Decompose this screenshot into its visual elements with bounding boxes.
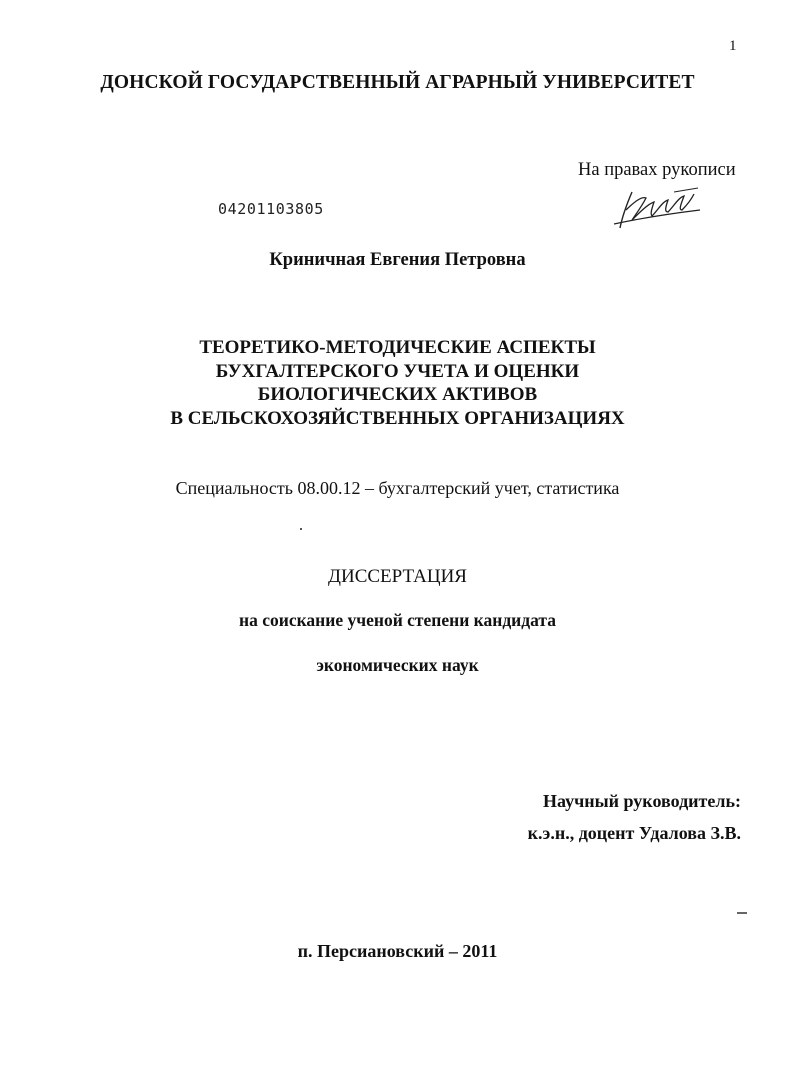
document-type: ДИССЕРТАЦИЯ xyxy=(328,566,467,587)
title-line: ТЕОРЕТИКО-МЕТОДИЧЕСКИЕ АСПЕКТЫ xyxy=(199,337,596,358)
scan-mark xyxy=(737,912,747,914)
city-year: п. Персиановский – 2011 xyxy=(297,941,498,961)
registry-number: 04201103805 xyxy=(218,200,324,218)
signature-icon xyxy=(612,184,704,236)
dissertation-title xyxy=(0,336,795,430)
author-name: Криничная Евгения Петровна xyxy=(269,250,526,270)
degree-line-2: экономических наук xyxy=(316,655,479,675)
page-number: 1 xyxy=(729,38,737,54)
title-line: БУХГАЛТЕРСКОГО УЧЕТА И ОЦЕНКИ xyxy=(215,360,580,382)
scan-speck xyxy=(300,528,302,530)
title-line: БИОЛОГИЧЕСКИХ АКТИВОВ xyxy=(257,384,538,405)
supervisor-label: Научный руководитель: xyxy=(543,791,741,811)
speciality: Специальность 08.00.12 – бухгалтерский учет, статистика xyxy=(175,478,620,498)
manuscript-note: На правах рукописи xyxy=(578,160,736,180)
university-name: ДОНСКОЙ ГОСУДАРСТВЕННЫЙ АГРАРНЫЙ УНИВЕРСИТЕТ xyxy=(100,72,695,93)
degree-line-1: на соискание ученой степени кандидата xyxy=(239,610,556,630)
supervisor-name: к.э.н., доцент Удалова З.В. xyxy=(527,823,741,843)
title-line: В СЕЛЬСКОХОЗЯЙСТВЕННЫХ ОРГАНИЗАЦИЯХ xyxy=(170,407,625,429)
